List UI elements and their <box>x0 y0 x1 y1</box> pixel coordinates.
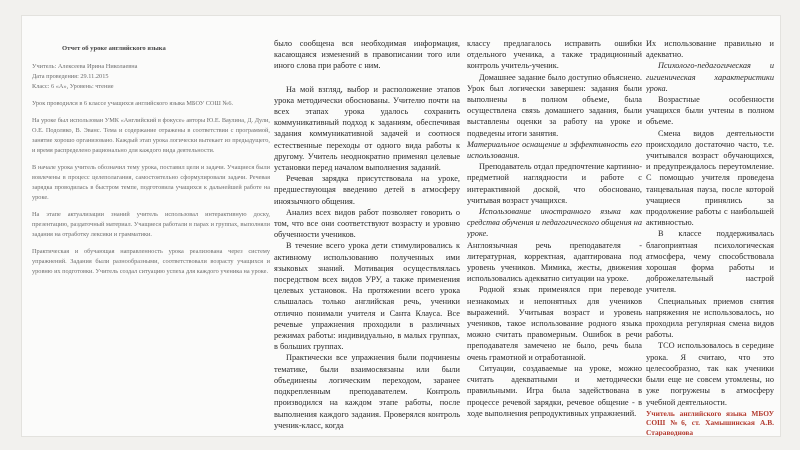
meta-line: Учитель: Алексеева Ирина Николаевна <box>32 63 138 70</box>
section-heading: Психолого-педагогическая и гигиеническая характеристики урока. <box>646 61 774 93</box>
document-page <box>21 15 781 437</box>
paragraph: было сообщена вся необходимая информация, касающаяся изменений в правописании того или иного слова при работе с ним. <box>274 39 460 71</box>
document-title: Отчет об уроке английского языка <box>62 45 166 52</box>
column-1 <box>32 16 270 436</box>
paragraph: Практически все упражнения были подчинены тематике, были взаимосвязаны или были объединены логическим переходом, заранее подкрепленным преподавателем. Контроль производился на каждом этапе работы, после выполнения каждого задания. Проверялся контроль ученик-класс, когда <box>274 353 460 430</box>
paragraph: Их использование правильно и адекватно. <box>646 39 774 60</box>
paragraph: Англоязычная речь преподавателя - литературная, корректная, адаптирована под уровень учеников. Мимика, жесты, движения использовались адекватно ситуации на уроке. <box>467 240 642 284</box>
meta-line: Класс: 6 «А», Уровень: чтение <box>32 83 114 90</box>
column-4 <box>646 16 774 436</box>
paragraph: В течение всего урока дети стимулировались к активному использованию полученных ими языковых знаний. Мотивация осуществлялась посредством всех видов УРУ, а также применения целевых установок. На протяжении всего урока слышалась только английская речь, ученики отлично понимали учителя и Санта Клауса. Все речевые упражнения проходили в различных режимах работы: индивидуально, в малых группах, в больших группах. <box>274 241 460 352</box>
paragraph: На этапе актуализации знаний учитель использовал интерактивную доску, презентацию, раздаточный материал. Учащиеся работали в парах и группах, выполняли задания на отработку лексики и грамматики. <box>32 211 270 238</box>
column-2 <box>274 16 460 436</box>
meta-line: Дата проведения: 29.11.2015 <box>32 73 109 80</box>
paragraph: В классе поддерживалась благоприятная психологическая атмосфера, чему способствовала хорошая форма работы и доброжелательный настрой учителя. <box>646 229 774 295</box>
paragraph: На мой взгляд, выбор и расположение этапов урока методически обоснованы. Учителю почти на всех этапах урока удалось сохранить коммуникативный подход к заданиям, обеспечивая задания коммуникативной задачей и соотнося естественные переходы от одного вида работы к другому. Учитель неоднократно применял целевые установки перед началом выполнения заданий. <box>274 84 460 173</box>
paragraph: В начале урока учитель обозначил тему урока, поставил цели и задачи. Учащиеся были вовлечены в процесс целеполагания, самостоятельно сформулировали задачи. Речевая зарядка проводилась в быстром темпе, подготовила учащихся к дальнейшей работе на уроке. <box>32 164 270 201</box>
paragraph: Речевая зарядка присутствовала на уроке, предшествующая введению детей в атмосферу иноязычного общения. <box>274 174 460 206</box>
column-3 <box>467 16 642 436</box>
paragraph: Возрастные особенности учащихся были учтены в полном объеме. <box>646 95 774 127</box>
paragraph: классу предлагалось исправить ошибки отдельного ученика, а также традиционный контроль учитель-ученик. <box>467 39 642 71</box>
paragraph: Преподаватель отдал предпочтение картинно-предметной наглядности и работе с интерактивной доской, что обосновано, учитывая возраст учащихся. <box>467 162 642 205</box>
paragraph: Специальных приемов снятия напряжения не использовалось, но проходила регулярная смена видов работы. <box>646 296 774 340</box>
paragraph: На уроке был использован УМК «Английский в фокусе» авторы Ю.Е. Ваулина, Д. Дули, О.Е. Подоляко, В. Эванс. Тема и содержание отражены в соответствии с программой, занятие хорошо организовано. Каждый этап урока логически вытекает из предыдущего, и время распределено рационально для каждого вида деятельности. <box>32 117 270 154</box>
paragraph: Практическая и обучающая направленность урока реализована через систему упражнений. Задания были разнообразными, соответствовали возрасту учащихся и уровню их подготовки. Учитель создал ситуацию успеха для каждого ученика на уроке. <box>32 248 270 275</box>
section-heading: Материальное оснащение и эффективность его использования. <box>467 139 642 161</box>
section-heading: Использование иностранного языка как средства обучения и педагогического общения на уроке. <box>467 207 642 239</box>
document-meta <box>32 62 270 92</box>
paragraph: Урок проводился в 6 классе учащихся английского языка МБОУ СОШ №6. <box>32 100 234 107</box>
paragraph: Смена видов деятельности происходило достаточно часто, т.е. учитывался возраст обучающихся, и предупреждалось переутомление. С помощью учителя проведена танцевальная пауза, после которой учащиеся принялись за продолжение работы с наибольшей активностью. <box>646 128 774 228</box>
paragraph: Анализ всех видов работ позволяет говорить о том, что все они соответствуют возрасту и уровню обученности учеников. <box>274 207 460 240</box>
paragraph: Домашнее задание было доступно объяснено. Урок был логически завершен: задания были выполнены в полном объеме, была осуществлена связь домашнего задания, были выставлены оценки за работу на уроке и подведены итоги занятия. <box>467 72 642 138</box>
paragraph: Родной язык применялся при переводе незнакомых и непонятных для учеников выражений. Учитывая возраст и уровень учеников, такое использование родного языка можно считать правомерным. Ошибок в речи преподавателя замечено не было, речь была очень грамотной и отработанной. <box>467 285 642 362</box>
author-signature: Учитель английского языка МБОУ СОШ №6, ст. Хамышинская А.В. Стараводнова <box>646 408 774 436</box>
paragraph: ТСО использовалось в середине урока. Я считаю, что это целесообразно, так как ученики были еще не совсем утомлены, но уже погружены в атмосферу учебной деятельности. <box>646 341 774 407</box>
paragraph: Ситуации, создаваемые на уроке, можно считать адекватными и методически правильными. Игра была задействована в процессе речевой зарядки, речевое общение - в ходе выполнения репродуктивных упражнений. <box>467 363 642 418</box>
